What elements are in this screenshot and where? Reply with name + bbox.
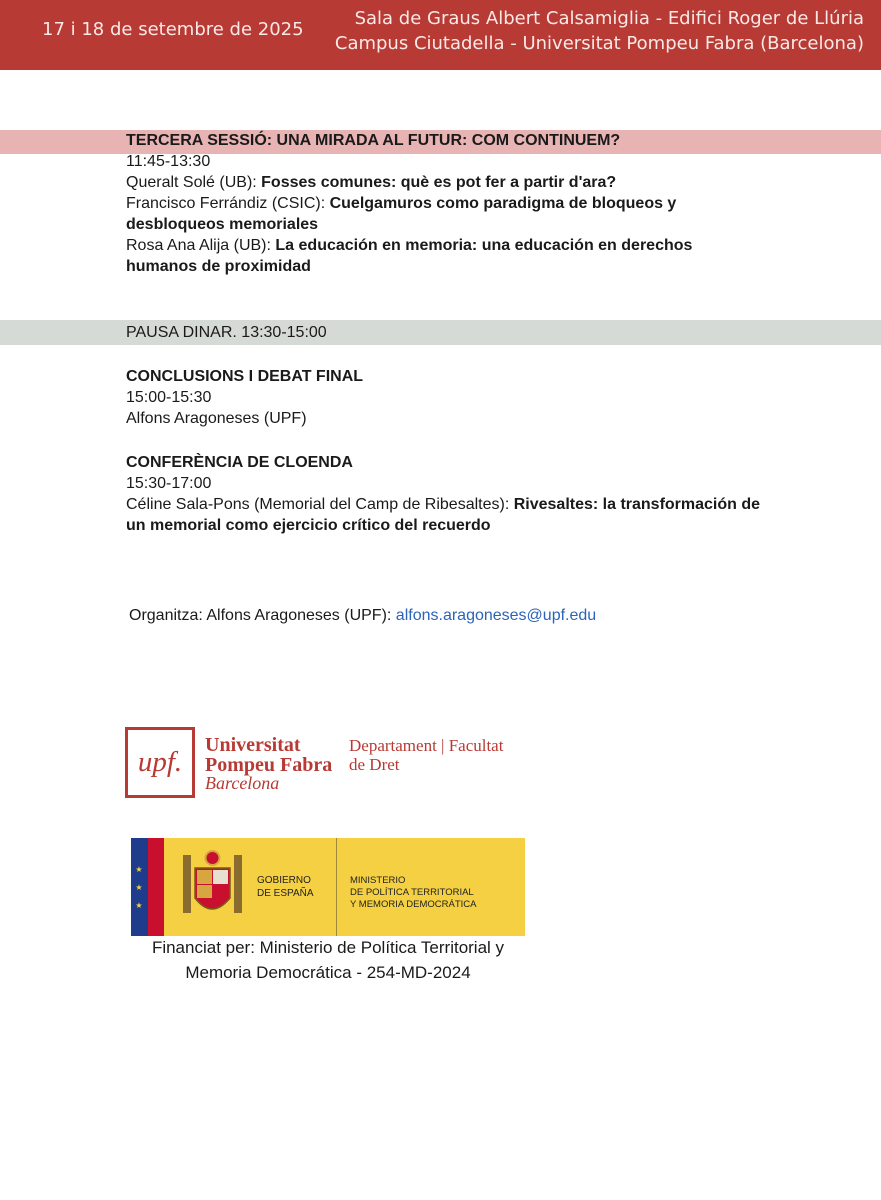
venue-line-2: Campus Ciutadella - Universitat Pompeu Fabra (Barcelona) (334, 33, 864, 54)
conclusions-title: CONCLUSIONS I DEBAT FINAL (126, 368, 364, 385)
talk-item (126, 172, 766, 193)
session-3-title: TERCERA SESSIÓ: UNA MIRADA AL FUTUR: COM CONTINUEM? (126, 132, 621, 149)
ministry-line-2: DE POLÍTICA TERRITORIAL (350, 887, 474, 898)
closing-conference (126, 452, 766, 536)
funding-note (131, 935, 525, 985)
upf-logo-dept-2: de Dret (349, 755, 400, 774)
upf-logo-mark: upf. (137, 746, 183, 778)
talk-title: Fosses comunes: què es pot fer a partir d'ara? (261, 174, 617, 191)
header-banner (0, 0, 881, 70)
spain-flag-red (148, 838, 164, 936)
eu-star: ★ (135, 901, 143, 910)
ministry-line-1: MINISTERIO (350, 875, 406, 886)
talk-speaker: Queralt Solé (UB): (126, 174, 262, 191)
conclusions-speaker: Alfons Aragoneses (UPF) (126, 410, 307, 427)
closing-talk-title: Rivesaltes: la transformación de un memorial como ejercicio crítico del recuerdo (126, 496, 761, 534)
upf-logo-name-1: Universitat (205, 734, 301, 756)
funding-line-1: Financiat per: Ministerio de Política Territorial y (151, 938, 505, 957)
talk-title: La educación en memoria: una educación en derechos humanos de proximidad (126, 237, 693, 275)
upf-logo-name-3: Barcelona (205, 773, 280, 793)
talk-item (126, 235, 766, 277)
ministry-line-3: Y MEMORIA DEMOCRÁTICA (350, 899, 477, 910)
upf-logo-dept-1: Departament | Facultat (349, 736, 504, 755)
talk-title: Cuelgamuros como paradigma de bloqueos y desbloqueos memoriales (126, 195, 677, 233)
conclusions-time: 15:00-15:30 (126, 389, 212, 406)
lunch-break: PAUSA DINAR. 13:30-15:00 (126, 324, 327, 341)
funding-line-2: Memoria Democrática - 254-MD-2024 (185, 963, 471, 982)
upf-logo-name-2: Pompeu Fabra (205, 754, 333, 776)
event-date: 17 i 18 de setembre de 2025 (42, 19, 304, 40)
talk-speaker: Rosa Ana Alija (UB): (126, 237, 276, 254)
eu-star: ★ (135, 865, 143, 874)
organizer-line (129, 607, 596, 625)
talk-speaker: Francisco Ferrándiz (CSIC): (126, 195, 330, 212)
gov-logo-divider (336, 838, 337, 936)
closing-time: 15:30-17:00 (126, 475, 212, 492)
conclusions (126, 366, 766, 429)
talk-item (126, 193, 766, 235)
eu-star: ★ (135, 883, 143, 892)
organizer-label: Organitza: Alfons Aragoneses (UPF): (129, 607, 396, 624)
gobierno-espana-logo (131, 838, 525, 936)
event-venue (335, 6, 864, 56)
upf-logo (125, 727, 545, 799)
organizer-email-link[interactable]: alfons.aragoneses@upf.edu (395, 607, 597, 624)
closing-talk (126, 494, 766, 536)
gov-logo-text-1: GOBIERNO (257, 875, 311, 886)
session-3 (126, 130, 766, 277)
session-3-time: 11:45-13:30 (126, 153, 211, 170)
gov-logo-text-2: DE ESPAÑA (257, 888, 314, 899)
venue-line-1: Sala de Graus Albert Calsamiglia - Edifici Roger de Llúria (354, 8, 864, 29)
closing-speaker: Céline Sala-Pons (Memorial del Camp de Ribesaltes): (126, 496, 514, 513)
closing-title: CONFERÈNCIA DE CLOENDA (126, 454, 353, 471)
